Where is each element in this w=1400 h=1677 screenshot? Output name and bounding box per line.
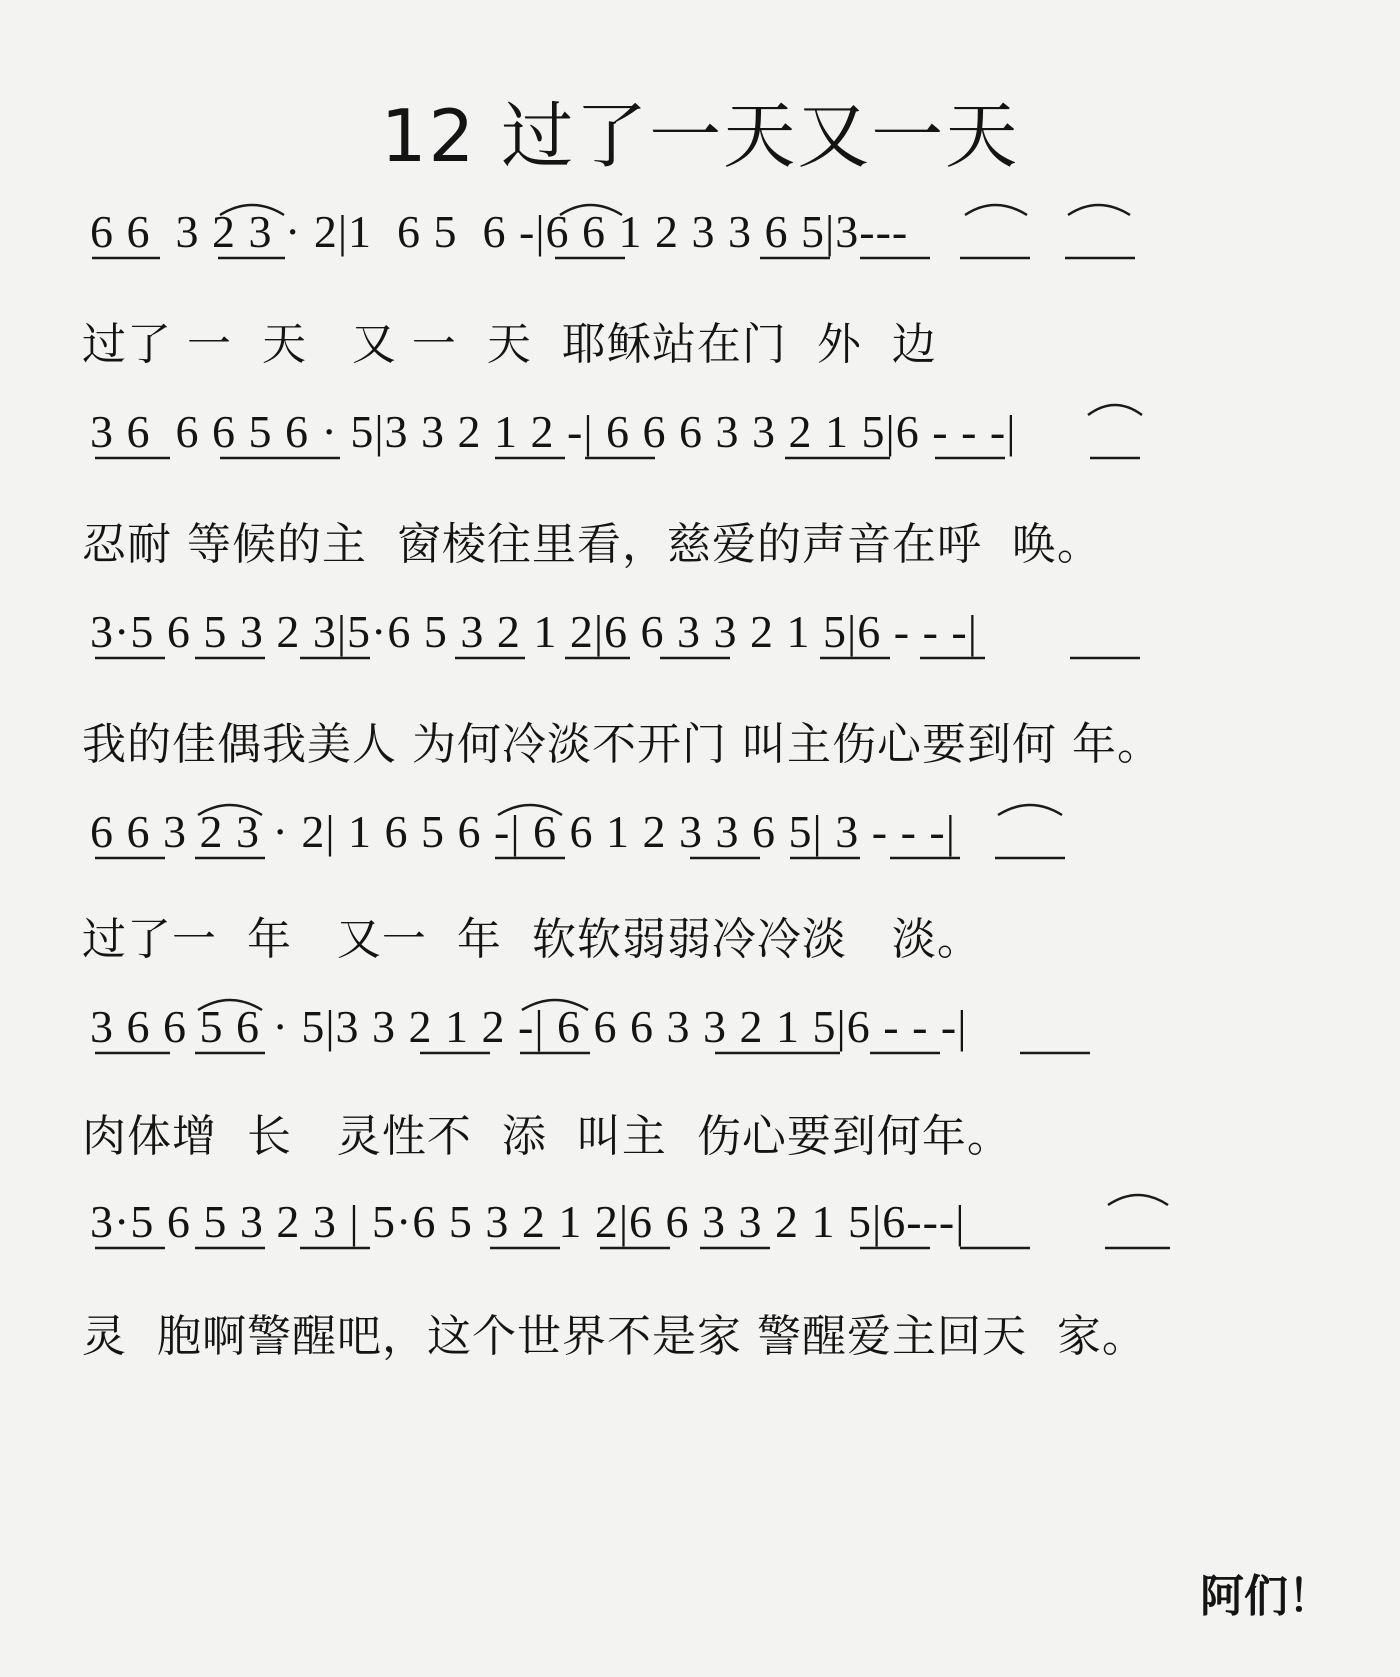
notation-line-1: 6 6 3 2 3 · 2|1 6 5 6 -|6 6 1 2 3 3 6 5|3--- <box>90 206 909 257</box>
song-title: 12 过了一天又一天 <box>380 94 1020 178</box>
lyrics-line-6: 灵 胞啊警醒吧，这个世界不是家 警醒爱主回天 家。 <box>82 1311 1147 1362</box>
notation-line-6: 3·5 6 5 3 2 3 | 5·6 5 3 2 1 2|6 6 3 3 2 1 5|6---| <box>90 1196 966 1247</box>
notation-line-5: 3 6 6 5 6 · 5|3 3 2 1 2 -| 6 6 6 3 3 2 1 5|6 - - -| <box>90 1001 968 1052</box>
lyrics-line-2: 忍耐 等候的主 窗棱往里看，慈爱的声音在呼 唤。 <box>82 519 1102 570</box>
lyrics-line-3: 我的佳偶我美人 为何冷淡不开门 叫主伤心要到何 年。 <box>82 719 1162 770</box>
notation-line-2: 3 6 6 6 5 6 · 5|3 3 2 1 2 -| 6 6 6 3 3 2 1 5|6 - - -| <box>90 406 1017 457</box>
lyrics-line-1: 过了 一 天 又 一 天 耶稣站在门 外 边 <box>82 319 937 370</box>
lyrics-line-4: 过了一 年 又一 年 软软弱弱冷冷淡 淡。 <box>82 914 982 965</box>
notation-line-4: 6 6 3 2 3 · 2| 1 6 5 6 -| 6 6 1 2 3 3 6 5| 3 - - -| <box>90 806 956 857</box>
amen-closing: 阿们！ <box>1200 1571 1332 1622</box>
notation-line-3: 3·5 6 5 3 2 3|5·6 5 3 2 1 2|6 6 3 3 2 1 5|6 - - -| <box>90 606 978 657</box>
lyrics-line-5: 肉体增 长 灵性不 添 叫主 伤心要到何年。 <box>82 1111 1012 1162</box>
